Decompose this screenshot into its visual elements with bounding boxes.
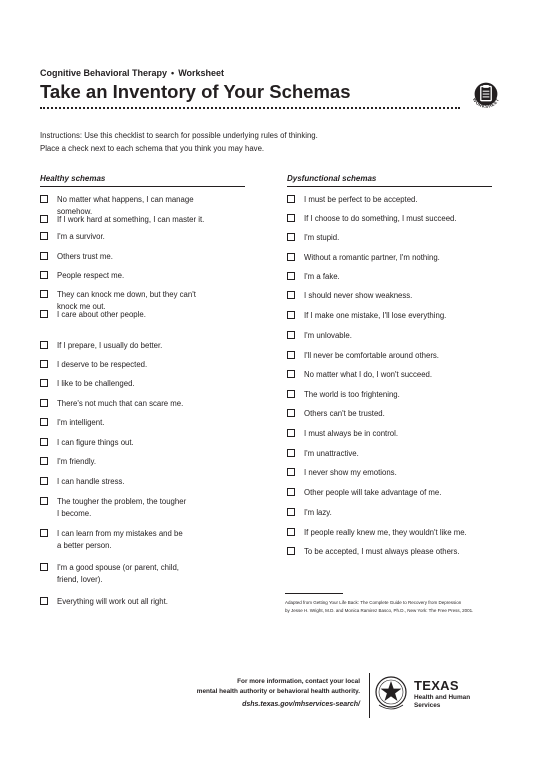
checkbox[interactable] bbox=[40, 418, 48, 426]
instructions-line-1: Instructions: Use this checklist to search for possible underlying rules of thinking. bbox=[40, 131, 318, 140]
schema-text: The tougher the problem, the tougher bbox=[57, 497, 187, 506]
page-title: Take an Inventory of Your Schemas bbox=[40, 81, 351, 102]
schema-text: a better person. bbox=[57, 540, 112, 550]
healthy-schema-item bbox=[40, 398, 250, 410]
schema-text: I'm unlovable. bbox=[304, 331, 352, 340]
healthy-schema-item bbox=[40, 496, 250, 519]
texas-star-seal-icon bbox=[374, 675, 408, 715]
dysfunctional-schema-item bbox=[287, 408, 497, 420]
instructions bbox=[40, 129, 460, 155]
checkbox[interactable] bbox=[287, 370, 295, 378]
schema-text: If people really knew me, they wouldn't like me. bbox=[304, 528, 467, 537]
checkbox[interactable] bbox=[40, 252, 48, 260]
checkbox[interactable] bbox=[40, 497, 48, 505]
dysfunctional-schema-item bbox=[287, 232, 497, 244]
healthy-schema-item bbox=[40, 476, 250, 488]
checkbox[interactable] bbox=[287, 233, 295, 241]
dysfunctional-schema-item bbox=[287, 527, 497, 539]
instructions-line-2: Place a check next to each schema that you think you may have. bbox=[40, 144, 265, 153]
healthy-schema-item bbox=[40, 270, 250, 282]
schema-text: Others can't be trusted. bbox=[304, 409, 385, 418]
checkbox[interactable] bbox=[287, 429, 295, 437]
schema-text: somehow. bbox=[57, 206, 93, 216]
healthy-schemas-heading: Healthy schemas bbox=[40, 174, 106, 183]
dysfunctional-schema-item bbox=[287, 310, 497, 322]
dysfunctional-schema-item bbox=[287, 350, 497, 362]
checkbox[interactable] bbox=[287, 272, 295, 280]
schema-text: The world is too frightening. bbox=[304, 390, 400, 399]
schema-text: Other people will take advantage of me. bbox=[304, 488, 442, 497]
checkbox[interactable] bbox=[287, 547, 295, 555]
footer-divider bbox=[369, 673, 370, 718]
schema-text: There's not much that can scare me. bbox=[57, 399, 184, 408]
footer-url-link[interactable]: dshs.texas.gov/mhservices-search/ bbox=[242, 701, 360, 708]
dysfunctional-schema-item bbox=[287, 271, 497, 283]
schema-text: I'm lazy. bbox=[304, 508, 332, 517]
kicker-type: Worksheet bbox=[178, 68, 225, 78]
schema-text: I must be perfect to be accepted. bbox=[304, 195, 418, 204]
logo-sub-line-1: Health and Human bbox=[414, 694, 471, 701]
kicker-separator: • bbox=[171, 68, 175, 78]
checkbox[interactable] bbox=[40, 379, 48, 387]
checkbox[interactable] bbox=[40, 215, 48, 223]
checkbox[interactable] bbox=[287, 390, 295, 398]
dysfunctional-schema-item bbox=[287, 213, 497, 225]
healthy-schema-item bbox=[40, 340, 250, 352]
footer-contact-text bbox=[197, 677, 360, 697]
schema-text: I should never show weakness. bbox=[304, 291, 413, 300]
healthy-heading-rule bbox=[40, 186, 245, 187]
healthy-schema-item bbox=[40, 437, 250, 449]
footer-line-2: mental health authority or behavioral health authority. bbox=[196, 688, 360, 695]
checkbox[interactable] bbox=[287, 311, 295, 319]
schema-text: I like to be challenged. bbox=[57, 379, 135, 388]
healthy-schema-item bbox=[40, 231, 250, 243]
dysfunctional-schema-item bbox=[287, 448, 497, 460]
healthy-schema-item bbox=[40, 456, 250, 468]
healthy-schema-item bbox=[40, 596, 250, 608]
schema-text: If I work hard at something, I can master it. bbox=[57, 215, 205, 224]
healthy-schema-item bbox=[40, 309, 250, 321]
checkbox[interactable] bbox=[287, 351, 295, 359]
checkbox[interactable] bbox=[40, 360, 48, 368]
schema-text: I must always be in control. bbox=[304, 429, 399, 438]
logo-sub-line-2: Services bbox=[414, 701, 441, 709]
checkbox[interactable] bbox=[287, 195, 295, 203]
schema-text: No matter what I do, I won't succeed. bbox=[304, 370, 433, 379]
checkbox[interactable] bbox=[40, 290, 48, 298]
checkbox[interactable] bbox=[287, 409, 295, 417]
checkbox[interactable] bbox=[40, 477, 48, 485]
schema-text: I can handle stress. bbox=[57, 477, 125, 486]
schema-text: I'm unattractive. bbox=[304, 449, 359, 458]
dysfunctional-schemas-heading: Dysfunctional schemas bbox=[287, 174, 377, 183]
checkbox[interactable] bbox=[287, 468, 295, 476]
dysfunctional-schema-item bbox=[287, 428, 497, 440]
checkbox[interactable] bbox=[287, 331, 295, 339]
schema-text: I care about other people. bbox=[57, 310, 146, 319]
schema-text: They can knock me down, but they can't bbox=[57, 290, 196, 299]
healthy-schema-item bbox=[40, 562, 250, 585]
schema-text: I can learn from my mistakes and be bbox=[57, 529, 183, 538]
dysfunctional-schema-item bbox=[287, 369, 497, 381]
schema-text: To be accepted, I must always please others. bbox=[304, 547, 460, 556]
dysfunctional-schema-item bbox=[287, 194, 497, 206]
schema-text: I deserve to be respected. bbox=[57, 360, 148, 369]
dysfunctional-schema-item bbox=[287, 389, 497, 401]
checkbox[interactable] bbox=[40, 232, 48, 240]
schema-text: No matter what happens, I can manage bbox=[57, 195, 194, 204]
dysfunctional-schema-item bbox=[287, 507, 497, 519]
dysfunctional-schema-item bbox=[287, 330, 497, 342]
dysfunctional-schema-item bbox=[287, 467, 497, 479]
schema-text: I'm a good spouse (or parent, child, bbox=[57, 563, 179, 572]
checkbox[interactable] bbox=[287, 508, 295, 516]
schema-text: Everything will work out all right. bbox=[57, 597, 168, 606]
healthy-schema-item bbox=[40, 214, 250, 226]
healthy-schema-item bbox=[40, 251, 250, 263]
dysfunctional-schema-item bbox=[287, 546, 497, 558]
checkbox[interactable] bbox=[287, 449, 295, 457]
kicker-category: Cognitive Behavioral Therapy bbox=[40, 68, 168, 78]
schema-text: I become. bbox=[57, 508, 92, 518]
schema-text: I never show my emotions. bbox=[304, 468, 397, 477]
dysfunctional-schema-item bbox=[287, 252, 497, 264]
healthy-schema-item bbox=[40, 378, 250, 390]
checkbox[interactable] bbox=[40, 195, 48, 203]
worksheet-badge-icon bbox=[467, 76, 505, 114]
logo-agency-name bbox=[414, 694, 470, 709]
healthy-schema-item bbox=[40, 528, 250, 551]
badge-label: WORKSHEET bbox=[471, 97, 501, 110]
schema-text: I'm a survivor. bbox=[57, 232, 105, 241]
checkbox[interactable] bbox=[40, 597, 48, 605]
footnote-line-1: Adapted from Getting Your Life Back: The Complete Guide to Recovery from Depression bbox=[285, 600, 462, 605]
checkbox[interactable] bbox=[287, 214, 295, 222]
healthy-schema-item bbox=[40, 417, 250, 429]
footer-line-1: For more information, contact your local bbox=[237, 678, 360, 685]
schema-text: I'll never be comfortable around others. bbox=[304, 351, 439, 360]
checkbox[interactable] bbox=[40, 438, 48, 446]
checkbox[interactable] bbox=[287, 253, 295, 261]
schema-text: Without a romantic partner, I'm nothing. bbox=[304, 253, 440, 262]
schema-text: I'm stupid. bbox=[304, 233, 340, 242]
footnote-line-2: by Jesse H. Wright, M.D. and Monica Ramirez Basco, Ph.D., New York: The Free Press, 2001. bbox=[285, 608, 474, 613]
worksheet-kicker bbox=[40, 68, 224, 78]
schema-text: knock me out. bbox=[57, 301, 106, 311]
schema-text: If I make one mistake, I'll lose everything. bbox=[304, 311, 447, 320]
footnote-rule bbox=[285, 593, 343, 594]
checkbox[interactable] bbox=[40, 310, 48, 318]
checkbox[interactable] bbox=[40, 271, 48, 279]
checkbox[interactable] bbox=[287, 488, 295, 496]
source-footnote bbox=[285, 599, 473, 615]
checkbox[interactable] bbox=[40, 399, 48, 407]
schema-text: I'm intelligent. bbox=[57, 418, 105, 427]
dysfunctional-heading-rule bbox=[287, 186, 492, 187]
title-dotted-divider bbox=[40, 107, 460, 109]
checkbox[interactable] bbox=[40, 457, 48, 465]
dysfunctional-schema-item bbox=[287, 290, 497, 302]
schema-text: If I prepare, I usually do better. bbox=[57, 341, 163, 350]
dysfunctional-schema-item bbox=[287, 487, 497, 499]
checkbox[interactable] bbox=[287, 291, 295, 299]
logo-texas-wordmark: TEXAS bbox=[414, 678, 459, 693]
schema-text: People respect me. bbox=[57, 271, 125, 280]
healthy-schema-item bbox=[40, 359, 250, 371]
checkbox[interactable] bbox=[40, 529, 48, 537]
schema-text: friend, lover). bbox=[57, 574, 103, 584]
schema-text: I can figure things out. bbox=[57, 438, 134, 447]
schema-text: If I choose to do something, I must succeed. bbox=[304, 214, 457, 223]
schema-text: I'm friendly. bbox=[57, 457, 97, 466]
schema-text: Others trust me. bbox=[57, 252, 113, 261]
checkbox[interactable] bbox=[40, 341, 48, 349]
schema-text: I'm a fake. bbox=[304, 272, 340, 281]
checkbox[interactable] bbox=[287, 528, 295, 536]
checkbox[interactable] bbox=[40, 563, 48, 571]
